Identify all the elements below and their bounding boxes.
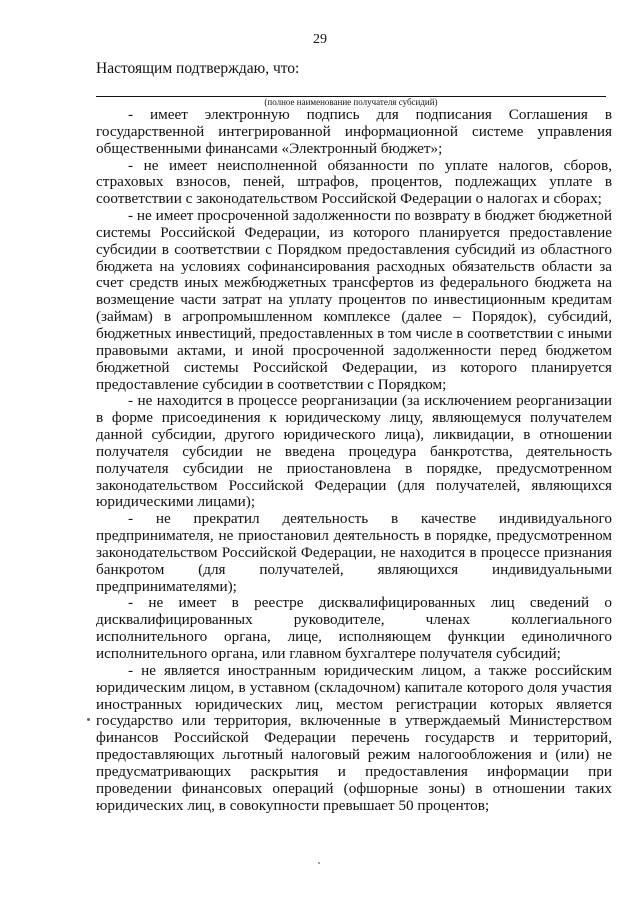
confirmation-item: - не является иностранным юридическим лицом, а также российским юридическим лицом, в уставном (складочном) капитале которого доля участия иностранных юридических лиц, местом регистрации которых является государство или территория, включенные в утверждаемый Министерством финансов Российской Федерации перечень государств и территорий, предоставляющих льготный налоговый режим налогообложения и (или) не предусматривающих раскрытия и предоставления информации при проведении финансовых операций (офшорные зоны) в отношении таких юридических лиц, в совокупности превышает 50 процентов; <box>96 661 612 814</box>
confirmation-item: - не имеет в реестре дисквалифицированных лиц сведений о дисквалифицированных руководителе, членах коллегиального исполнительного органа, лице, исполняющем функции единоличного исполнительного органа, или главном бухгалтере получателя субсидий; <box>96 594 612 662</box>
confirmation-item: - имеет электронную подпись для подписания Соглашения в государственной интегрированной информационной системе управления общественными финансами «Электронный бюджет»; <box>96 106 612 157</box>
intro-text: Настоящим подтверждаю, что: <box>96 60 300 77</box>
page-number: 29 <box>313 32 327 47</box>
confirmation-item: - не находится в процессе реорганизации (за исключением реорганизации в форме присоединения к юридическому лицу, являющемуся получателем данной субсидии, другого юридического лица), ликвидации, в отношении получателя субсидии не введена процедура банкротства, деятельность получателя субсидии не приостановлена в порядке, предусмотренном законодательством Российской Федерации (для получателей, являющихся юридическими лицами); <box>96 392 612 511</box>
scan-speck <box>87 718 90 721</box>
scan-speck <box>318 862 320 864</box>
confirmation-list <box>96 107 612 814</box>
confirmation-item: - не имеет неисполненной обязанности по уплате налогов, сборов, страховых взносов, пеней, штрафов, процентов, подлежащих уплате в соответствии с законодательством Российской Федерации о налогах и сборах; <box>96 156 612 208</box>
recipient-caption: (полное наименование получателя субсидий) <box>264 97 438 107</box>
confirmation-item: - не имеет просроченной задолженности по возврату в бюджет бюджетной системы Российской Федерации, из которого планируется предоставление субсидии в соответствии с Порядком предоставления субсидий из областного бюджета на условиях софинансирования расходных обязательств области за счет средств иных межбюджетных трансфертов из федерального бюджета на возмещение части затрат на уплату процентов по инвестиционным кредитам (займам) в агропромышленном комплексе (далее – Порядок), субсидий, бюджетных инвестиций, предоставленных в том числе в соответствии с иными правовыми актами, и иной просроченной задолженности перед бюджетом бюджетной системы Российской Федерации, из которого планируется предоставление субсидии в соответствии с Порядком; <box>96 207 612 393</box>
confirmation-item: - не прекратил деятельность в качестве индивидуального предпринимателя, не приостановил деятельность в порядке, предусмотренном законодательством Российской Федерации, не находится в процессе признания банкротом (для получателей, являющихся индивидуальными предпринимателями); <box>96 510 612 595</box>
